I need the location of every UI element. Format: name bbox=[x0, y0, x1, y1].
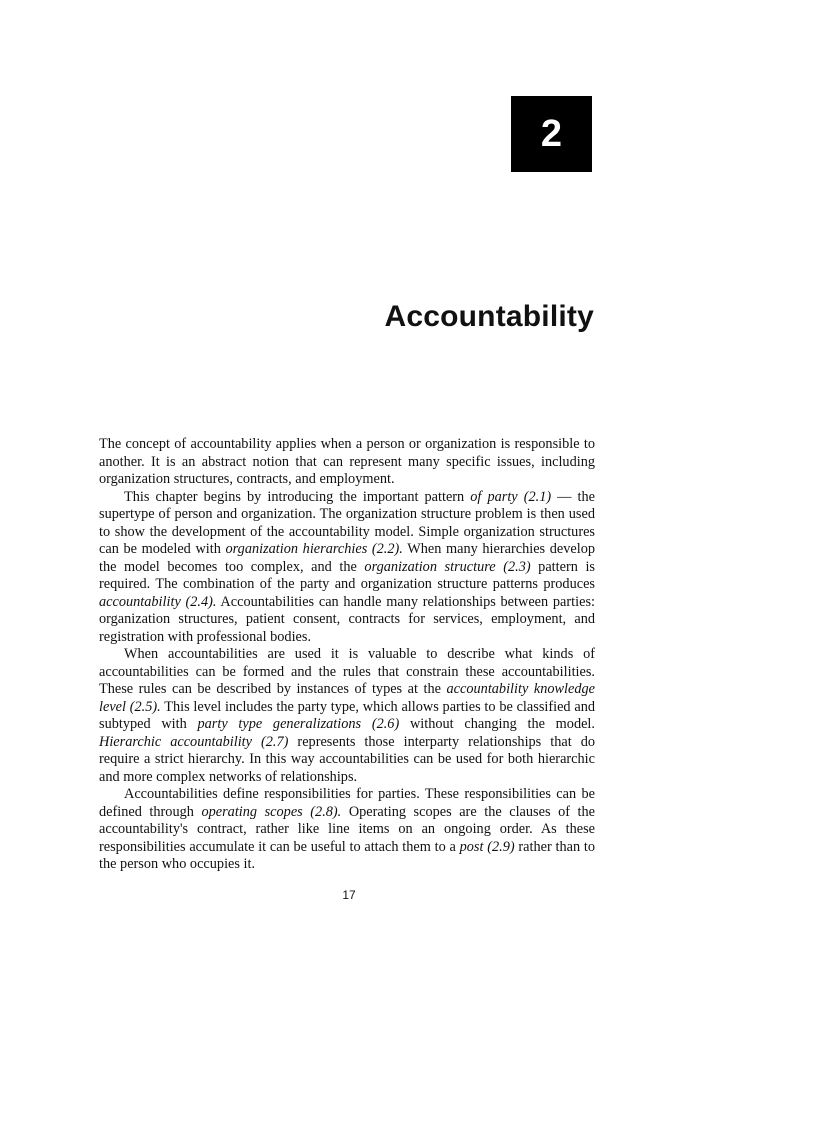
paragraph bbox=[99, 646, 595, 786]
pattern-reference: party type generalizations (2.6) bbox=[197, 716, 400, 732]
pattern-reference: post (2.9) bbox=[459, 838, 515, 855]
pattern-reference: operating scopes (2.8). bbox=[201, 803, 342, 820]
pattern-reference: organization structure (2.3) bbox=[364, 558, 531, 575]
text-segment: Accountabilities define responsibilities for parties. These responsibilities can be defined through bbox=[99, 786, 595, 820]
chapter-number: 2 bbox=[540, 112, 563, 155]
text-segment: This chapter begins by introducing the important pattern bbox=[124, 488, 471, 505]
pattern-reference: accountability knowledge level (2.5). bbox=[99, 681, 595, 715]
text-segment: When accountabilities are used it is valuable to describe what kinds of accountabilities can be formed and the rules that constrain these accountabilities. These rules can be described by instances of types at the bbox=[99, 646, 595, 697]
text-segment: This level includes the party type, which allows parties to be classified and subtyped with bbox=[99, 698, 595, 732]
body-text bbox=[99, 436, 595, 874]
pattern-reference: organization hierarchies (2.2). bbox=[225, 541, 403, 557]
paragraph bbox=[99, 489, 595, 647]
text-segment: Accountabilities can handle many relationships between parties: organization structures, patient consent, contracts for services, employment, and registration with professional bodies. bbox=[99, 593, 595, 645]
page-number: 17 bbox=[342, 888, 356, 902]
chapter-number-box bbox=[511, 96, 592, 172]
text-segment: without changing the model. bbox=[399, 716, 595, 732]
text-segment: The concept of accountability applies when a person or organization is responsible to another. It is an abstract notion that can represent many specific issues, including organization structures, contracts, and employment. bbox=[99, 436, 595, 487]
paragraph bbox=[99, 436, 595, 489]
text-segment: rather than to the person who occupies it. bbox=[99, 838, 595, 872]
pattern-reference: Hierarchic accountability (2.7) bbox=[99, 733, 289, 750]
text-segment: represents those interparty relationships that do require a strict hierarchy. In this way accountabilities can be used for both hierarchic and more complex networks of relationships. bbox=[99, 733, 596, 785]
text-segment: When many hierarchies develop the model becomes too complex, and the bbox=[99, 541, 595, 575]
chapter-title: Accountability bbox=[384, 300, 594, 333]
text-segment: Operating scopes are the clauses of the accountability's contract, rather like line items on an ongoing order. As these responsibilities accumulate it can be useful to attach them to a bbox=[99, 803, 596, 855]
paragraph bbox=[99, 786, 595, 874]
pattern-reference: of party (2.1) bbox=[470, 488, 552, 505]
pattern-reference: accountability (2.4). bbox=[99, 593, 217, 610]
text-segment: pattern is required. The combination of the party and organization structure patterns produces bbox=[99, 558, 595, 592]
text-segment: — the supertype of person and organization. The organization structure problem is then used to show the development of the accountability model. Simple organization structures can be modeled with bbox=[99, 488, 595, 557]
